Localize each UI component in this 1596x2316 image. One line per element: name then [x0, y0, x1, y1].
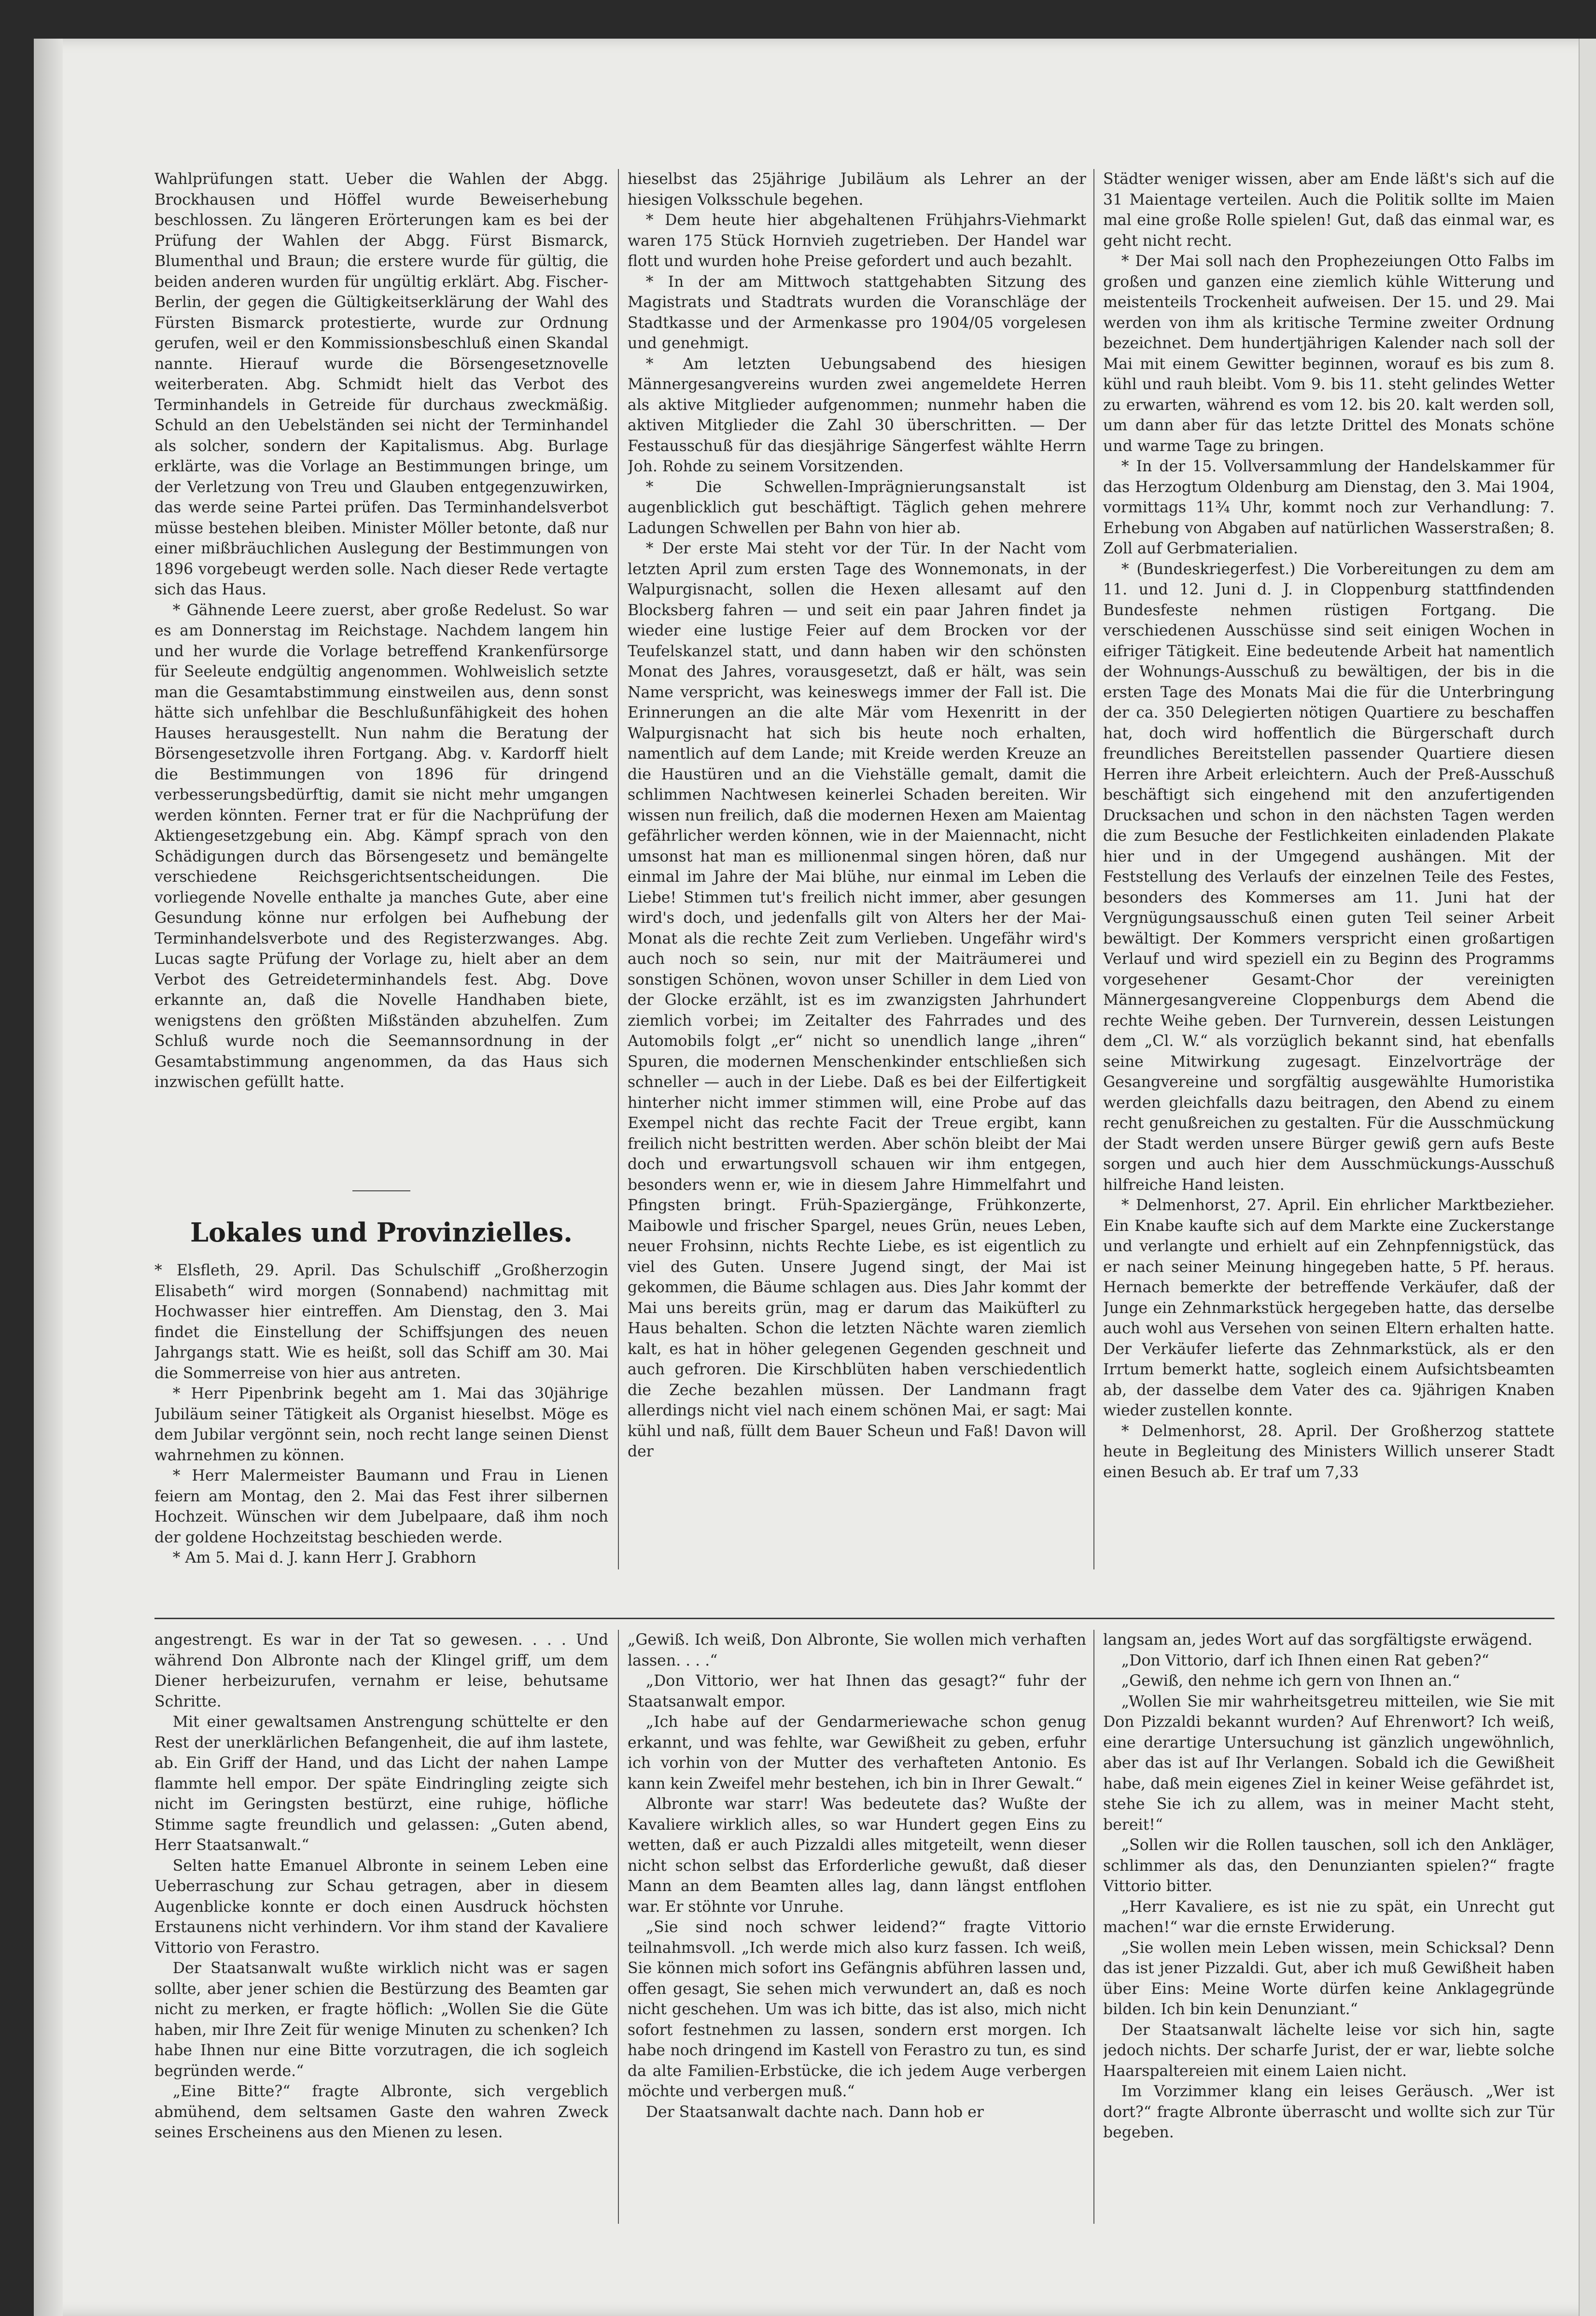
story-paragraph: Der Staatsanwalt dachte nach. Dann hob er — [645, 2103, 984, 2121]
story-paragraph: angestrengt. Es war in der Tat so gewesen. . . . Und während Don Albronte nach der Klingel griff, um dem Diener herbeizurufen, vernahm er leise, behutsame Schritte. — [154, 1631, 608, 1710]
story-paragraph: Im Vorzimmer klang ein leises Geräusch. „Wer ist dort?“ fragte Albronte überrascht und wollte sich zur Tür begeben. — [1103, 2083, 1554, 2141]
article-paragraph: * Herr Pipenbrink begeht am 1. Mai das 30jährige Jubiläum seiner Tätigkeit als Organist hieselbst. Möge es dem Jubilar vergönnt sein, noch recht lange seinen Dienst wahrnehmen zu können. — [154, 1385, 608, 1464]
bottom-column-3 — [1103, 1630, 1554, 2224]
story-paragraph: „Herr Kavaliere, es ist nie zu spät, ein Unrecht gut machen!“ war die ernste Erwiderung. — [1103, 1898, 1554, 1936]
story-paragraph: Mit einer gewaltsamen Anstrengung schüttelte er den Rest der unerklärlichen Befangenheit, die auf ihm lastete, ab. Ein Griff der Hand, und das Licht der nahen Lampe flammte hell empor. Der späte Eindringling zeigte sich nicht im Geringsten bestürzt, eine ruhige, höfliche Stimme sagte freundlich und gelassen: „Guten abend, Herr Staatsanwalt.“ — [154, 1713, 608, 1854]
story-paragraph: „Ich habe auf der Gendarmeriewache schon genug erkannt, und was fehlte, war Gewißheit zu geben, erfuhr ich vorhin von der Mutter des verhafteten Antonio. Es kann kein Zweifel mehr bestehen, ich bin in Ihrer Gewalt.“ — [628, 1713, 1086, 1793]
story-paragraph: „Sie sind noch schwer leidend?“ fragte Vittorio teilnahmsvoll. „Ich werde mich also kurz fassen. Ich weiß, Sie können mich sofort ins Gefängnis abführen lassen und, offen gesagt, Sie sehen mich verwundert an, daß es noch nicht geschehen. Um was ich bitte, das ist also, mich nicht sofort festnehmen zu lassen, sondern erst morgen. Ich habe noch dringend im Kastell von Ferastro zu tun, es sind da alte Familien-Erbstücke, die ich jedem Auge verbergen möchte und verbergen muß.“ — [628, 1919, 1086, 2100]
page-binding-shadow — [34, 39, 63, 2316]
article-paragraph: * In der 15. Vollversammlung der Handelskammer für das Herzogtum Oldenburg am Dienstag, den 3. Mai 1904, vormittags 11¾ Uhr, kommt noch zur Verhandlung: 7. Erhebung von Abgaben auf natürlichen Wasserstraßen; 8. Zoll auf Gerbmaterialien. — [1103, 458, 1554, 557]
top-column-1 — [154, 169, 608, 1217]
article-paragraph: * Delmenhorst, 27. April. Ein ehrlicher Marktbezieher. Ein Knabe kaufte sich auf dem Markte eine Zuckerstange und verlangte und erhielt auf ein Zehnpfennigstück, das er nach seiner Meinung hingegeben hatte, 5 Pf. heraus. Hernach bemerkte der betreffende Verkäufer, daß der Junge ein Zehnmarkstück hergegeben hatte, das derselbe auch wohl aus Versehen von seinen Eltern erhalten hatte. Der Verkäufer lieferte das Zehnmarkstück, als er den Irrtum bemerkt hatte, sogleich einem Aufsichtsbeamten ab, der dasselbe dem Vater des ca. 9jährigen Knaben wieder zustellen konnte. — [1103, 1197, 1554, 1419]
article-paragraph: * Herr Malermeister Baumann und Frau in Lienen feiern am Montag, den 2. Mai das Fest ihrer silbernen Hochzeit. Wünschen wir dem Jubelpaare, daß ihm noch der goldene Hochzeitstag beschieden werde. — [154, 1467, 608, 1546]
story-paragraph: „Sollen wir die Rollen tauschen, soll ich den Ankläger, schlimmer als das, den Denunzianten spielen?“ fragte Vittorio bitter. — [1103, 1836, 1554, 1895]
article-paragraph: * In der am Mittwoch stattgehabten Sitzung des Magistrats und Stadtrats wurden die Voranschläge der Stadtkasse und der Armenkasse pro 1904/05 vorgelesen und genehmigt. — [628, 273, 1086, 352]
story-paragraph: Der Staatsanwalt lächelte leise vor sich hin, sagte jedoch nichts. Der scharfe Jurist, der er war, liebte solche Haarspaltereien mit einem Laien nicht. — [1103, 2021, 1554, 2080]
story-paragraph: „Don Vittorio, darf ich Ihnen einen Rat geben?“ — [1121, 1652, 1489, 1669]
article-paragraph: * (Bundeskriegerfest.) Die Vorbereitungen zu dem am 11. und 12. Juni d. J. in Cloppenburg stattfindenden Bundesfeste nehmen rüstigen Fortgang. Die verschiedenen Ausschüsse sind seit einigen Wochen in eifriger Tätigkeit. Eine bedeutende Arbeit hat namentlich der Wohnungs-Ausschuß zu bewältigen, der bis in die ersten Tage des Monats Mai die für die Unterbringung der ca. 350 Delegierten nötigen Quartiere zu beschaffen hat, doch wird hoffentlich die Bürgerschaft durch freundliches Bereitstellen passender Quartiere diesen Herren ihre Arbeit erleichtern. Auch der Preß-Ausschuß beschäftigt sich eingehend mit den anzufertigenden Drucksachen und schon in den nächsten Tagen werden die zum Besuche der Festlichkeiten einladenden Plakate hier und in der Umgegend aushängen. Mit der Feststellung des Verlaufs der einzelnen Teile des Festes, besonders des Kommerses am 11. Juni hat der Vergnügungsausschuß einen guten Teil seiner Arbeit bewältigt. Der Kommers verspricht einen großartigen Verlauf und wird speziell ein zu Beginn des Programms vorgesehener Gesamt-Chor der vereinigten Männergesangvereine Cloppenburgs dem Abend die rechte Weihe geben. Der Turnverein, dessen Leistungen dem „Cl. W.“ als vorzüglich bekannt sind, hat ebenfalls seine Mitwirkung zugesagt. Einzelvorträge der Gesangvereine und sorgfältig ausgewählte Humoristika werden gleichfalls dazu beitragen, den Abend zu einem recht genußreichen zu gestalten. Für die Ausschmückung der Stadt werden unsere Bürger gewiß gern aufs Beste sorgen und auch hier dem Ausschmückungs-Ausschuß hilfreiche Hand leisten. — [1103, 560, 1554, 1194]
article-paragraph: * Der erste Mai steht vor der Tür. In der Nacht vom letzten April zum ersten Tage des Wonnemonats, in der Walpurgisnacht, sollen die Hexen allesamt auf den Blocksberg fahren — und seit ein paar Jahren findet ja wieder eine lustige Feier auf dem Brocken vor der Teufelskanzel statt, und dann haben wir den schönsten Monat des Jahres, vorausgesetzt, daß er hält, was sein Name verspricht, was keineswegs immer der Fall ist. Die Erinnerungen an die alte Mär vom Hexenritt in der Walpurgisnacht hat sich bis heute noch erhalten, namentlich auf dem Lande; mit Kreide werden Kreuze an die Haustüren und an die Viehställe gemalt, damit die schlimmen Nachtwesen keinerlei Schaden bereiten. Wir wissen nun freilich, daß die modernen Hexen am Maientag gefährlicher werden können, wie in der Maiennacht, nicht umsonst hat man es millionenmal singen hören, daß nur einmal im Jahre der Mai blühe, nur einmal im Leben die Liebe! Stimmen tut's freilich nicht immer, aber gesungen wird's doch, und jedenfalls gilt von Alters her der Mai-Monat als die rechte Zeit zum Verlieben. Ungefähr wird's auch noch so sein, nur mit der Maiträumerei und sonstigen Schönen, wovon unser Schiller in dem Lied von der Glocke erzählt, ist es im zwanzigsten Jahrhundert ziemlich vorbei; im Zeitalter des Fahrrades und des Automobils folgt „er“ nicht so unendlich lange „ihren“ Spuren, die modernen Menschenkinder entschließen sich schneller — auch in der Liebe. Daß es bei der Eilfertigkeit hinterher nicht immer stimmen will, eine Probe auf das Exempel nicht das rechte Facit der Treue ergibt, kann freilich nicht bestritten werden. Aber schön bleibt der Mai doch und erwartungsvoll schauen wir ihm entgegen, besonders wenn er, wie in diesem Jahre Himmelfahrt und Pfingsten bringt. Früh-Spaziergänge, Frühkonzerte, Maibowle und frischer Spargel, neues Grün, neues Leben, neuer Frohsinn, nichts Rechte Liebe, es ist eigentlich zu viel des Guten. Unsere Jugend singt, der Mai ist gekommen, die Bäume schlagen aus. Dies Jahr kommt der Mai uns bereits grün, mag er darum das Maiküfterl zu Haus behalten. Schon die letzten Nächte waren ziemlich kalt, es hat in höher gelegenen Gegenden geschneit und auch gefroren. Die Kirschblüten haben verschiedentlich die Zeche bezahlen müssen. Der Landmann fragt allerdings nicht viel nach einem schönen Mai, er sagt: Mai kühl und naß, füllt dem Bauer Scheun und Faß! Davon will der — [628, 540, 1086, 1460]
section-heading: Lokales und Provinzielles. — [190, 1217, 573, 1248]
column-rule — [618, 1630, 619, 2224]
article-paragraph: * Delmenhorst, 28. April. Der Großherzog stattete heute in Begleitung des Ministers Willich unserer Stadt einen Besuch ab. Er traf um 7,33 — [1103, 1422, 1554, 1481]
column-rule — [1093, 1630, 1094, 2224]
short-divider — [352, 1190, 410, 1191]
article-paragraph: * Die Schwellen-Imprägnierungsanstalt ist augenblicklich gut beschäftigt. Täglich gehen mehrere Ladungen Schwellen per Bahn von hier ab. — [628, 478, 1086, 537]
article-paragraph: * Dem heute hier abgehaltenen Frühjahrs-Viehmarkt waren 175 Stück Hornvieh zugetrieben. Der Handel war flott und wurden hohe Preise gefordert und auch bezahlt. — [628, 212, 1086, 270]
top-column-1b — [154, 1260, 608, 1569]
bottom-column-1 — [154, 1630, 608, 2224]
column-rule — [618, 169, 619, 1569]
article-paragraph: * Elsfleth, 29. April. Das Schulschiff „Großherzogin Elisabeth“ wird morgen (Sonnabend) nachmittag mit Hochwasser hier eintreffen. Am Dienstag, den 3. Mai findet die Einstellung der Schiffsjungen des neuen Jahrgangs statt. Wie es heißt, soll das Schiff am 30. Mai die Sommerreise von hier aus antreten. — [154, 1262, 608, 1382]
top-column-2 — [628, 169, 1086, 1569]
story-paragraph: „Gewiß. Ich weiß, Don Albronte, Sie wollen mich verhaften lassen. . . .“ — [628, 1631, 1086, 1669]
story-paragraph: Albronte war starr! Was bedeutete das? Wußte der Kavaliere wirklich alles, so war Hundert gegen Eins zu wetten, daß er auch Pizzaldi alles mitgeteilt, wenn dieser nicht schon selbst das Erforderliche gewußt, daß dieser Mann an dem Beamten alles lag, dann längst entflohen war. Er stöhnte vor Unruhe. — [628, 1795, 1086, 1916]
article-paragraph: hieselbst das 25jährige Jubiläum als Lehrer an der hiesigen Volksschule begehen. — [628, 170, 1086, 209]
story-paragraph: „Eine Bitte?“ fragte Albronte, sich vergeblich abmühend, dem seltsamen Gaste den wahren Zweck seines Erscheinens aus den Mienen zu lesen. — [154, 2083, 608, 2141]
newspaper-page — [34, 39, 1596, 2316]
story-paragraph: langsam an, jedes Wort auf das sorgfältigste erwägend. — [1103, 1631, 1533, 1649]
story-paragraph: „Don Vittorio, wer hat Ihnen das gesagt?“ fuhr der Staatsanwalt empor. — [628, 1672, 1086, 1710]
article-paragraph: * Der Mai soll nach den Prophezeiungen Otto Falbs im großen und ganzen eine ziemlich kühle Witterung und meistenteils Trockenheit aufweisen. Der 15. und 29. Mai werden von ihm als kritische Termine zweiter Ordnung bezeichnet. Dem hundertjährigen Kalender nach soll der Mai mit einem Gewitter beginnen, worauf es bis zum 8. kühl und rauh bleibt. Vom 9. bis 11. steht gelindes Wetter zu erwarten, während es vom 12. bis 20. kalt werden soll, um dann aber für das letzte Drittel des Monats schöne und warme Tage zu bringen. — [1103, 253, 1554, 455]
article-paragraph: * Gähnende Leere zuerst, aber große Redelust. So war es am Donnerstag im Reichstage. Nachdem langem hin und her wurde die Vorlage betreffend Krankenfürsorge für Seeleute endgültig angenommen. Wohlweislich setzte man die Gesamtabstimmung einstweilen aus, denn sonst hätte sich unfehlbar die Beschlußunfähigkeit des hohen Hauses herausgestellt. Nun nahm die Beratung der Börsengesetzvolle ihren Fortgang. Abg. v. Kardorff hielt die Bestimmungen von 1896 für dringend verbesserungsbedürftig, damit sie nicht mehr umgangen werden könnten. Ferner trat er für die Nachprüfung der Aktiengesetzgebung ein. Abg. Kämpf sprach von den Schädigungen durch das Börsengesetz und bemängelte verschiedene Reichsgerichtsentscheidungen. Die vorliegende Novelle enthalte ja manches Gute, aber eine Gesundung könne nur erfolgen bei Aufhebung der Terminhandelsverbote und des Registerzwanges. Abg. Lucas sagte Prüfung der Vorlage zu, hielt aber an dem Verbot des Getreideterminhandels fest. Abg. Dove erkannte an, daß die Novelle Handhaben biete, wenigstens den größten Mißständen abzuhelfen. Zum Schluß wurde noch die Seemannsordnung in der Gesamtabstimmung angenommen, da das Haus sich inzwischen gefüllt hatte. — [154, 601, 608, 1091]
bottom-column-2 — [628, 1630, 1086, 2224]
story-paragraph: Selten hatte Emanuel Albronte in seinem Leben eine Ueberraschung zur Schau getragen, aber in diesem Augenblicke konnte er doch einen Ausdruck höchsten Erstaunens nicht verhindern. Vor ihm stand der Kavaliere Vittorio von Ferastro. — [154, 1857, 608, 1957]
story-paragraph: „Sie wollen mein Leben wissen, mein Schicksal? Denn das ist jener Pizzaldi. Gut, aber ich muß Gewißheit haben über Eins: Meine Worte dürfen keine Anklagegründe bilden. Ich bin kein Denunziant.“ — [1103, 1939, 1554, 2018]
story-paragraph: „Gewiß, den nehme ich gern von Ihnen an.“ — [1121, 1672, 1460, 1690]
article-paragraph: * Am letzten Uebungsabend des hiesigen Männergesangvereins wurden zwei angemeldete Herren als aktive Mitglieder aufgenommen; nunmehr haben die aktiven Mitglieder die Zahl 30 überschritten. — Der Festausschuß für das diesjährige Sängerfest wählte Herrn Joh. Rohde zu seinem Vorsitzenden. — [628, 355, 1086, 475]
top-column-3 — [1103, 169, 1554, 1569]
adjacent-page-edge — [1579, 39, 1596, 2316]
story-paragraph: „Wollen Sie mir wahrheitsgetreu mitteilen, wie Sie mit Don Pizzaldi bekannt wurden? Auf Ehrenwort? Ich weiß, eine derartige Untersuchung ist gänzlich ungewöhnlich, aber das ist auf Ihr Verlangen. Sobald ich die Gewißheit habe, daß mein eigenes Ziel in keiner Weise gefährdet ist, stehe Sie ich zu allem, was in meiner Macht steht, bereit!“ — [1103, 1693, 1554, 1834]
article-paragraph: Wahlprüfungen statt. Ueber die Wahlen der Abgg. Brockhausen und Höffel wurde Beweiserhebung beschlossen. Zu längeren Erörterungen kam es bei der Prüfung der Wahlen der Abgg. Fürst Bismarck, Blumenthal und Braun; die erstere wurde für gültig, die beiden anderen wurden für ungültig erklärt. Abg. Fischer-Berlin, der gegen die Gültigkeitserklärung der Wahl des Fürsten Bismarck protestierte, wurde zur Ordnung gerufen, weil er den Kommissionsbeschluß einen Skandal nannte. Hierauf wurde die Börsengesetznovelle weiterberaten. Abg. Schmidt hielt das Verbot des Terminhandels in Getreide für durchaus zweckmäßig. Schuld an den Uebelständen sei nicht der Terminhandel als solcher, sondern der Kapitalismus. Abg. Burlage erklärte, was die Vorlage an Bestimmungen bringe, um der Verletzung von Treu und Glauben entgegenzuwirken, das werde seine Partei prüfen. Das Terminhandelsverbot müsse bestehen bleiben. Minister Möller betonte, daß nur einer mißbräuchlichen Auslegung der Bestimmungen von 1896 vorgebeugt werden solle. Nach dieser Rede vertagte sich das Haus. — [154, 170, 608, 598]
feuilleton-divider — [154, 1618, 1554, 1619]
story-paragraph: Der Staatsanwalt wußte wirklich nicht was er sagen sollte, aber jener schien die Bestürzung des Beamten gar nicht zu merken, er fragte höflich: „Wollen Sie die Güte haben, mir Ihre Zeit für wenige Minuten zu schenken? Ich habe Ihnen nur eine Bitte vorzutragen, die ich sogleich begründen werde.“ — [154, 1960, 608, 2080]
article-paragraph: * Am 5. Mai d. J. kann Herr J. Grabhorn — [172, 1549, 476, 1567]
article-paragraph: Städter weniger wissen, aber am Ende läßt's sich auf die 31 Maientage verteilen. Auch die Politik sollte im Maien mal eine große Rolle spielen! Gut, daß das einmal war, es geht nicht recht. — [1103, 170, 1554, 250]
column-rule — [1093, 169, 1094, 1569]
